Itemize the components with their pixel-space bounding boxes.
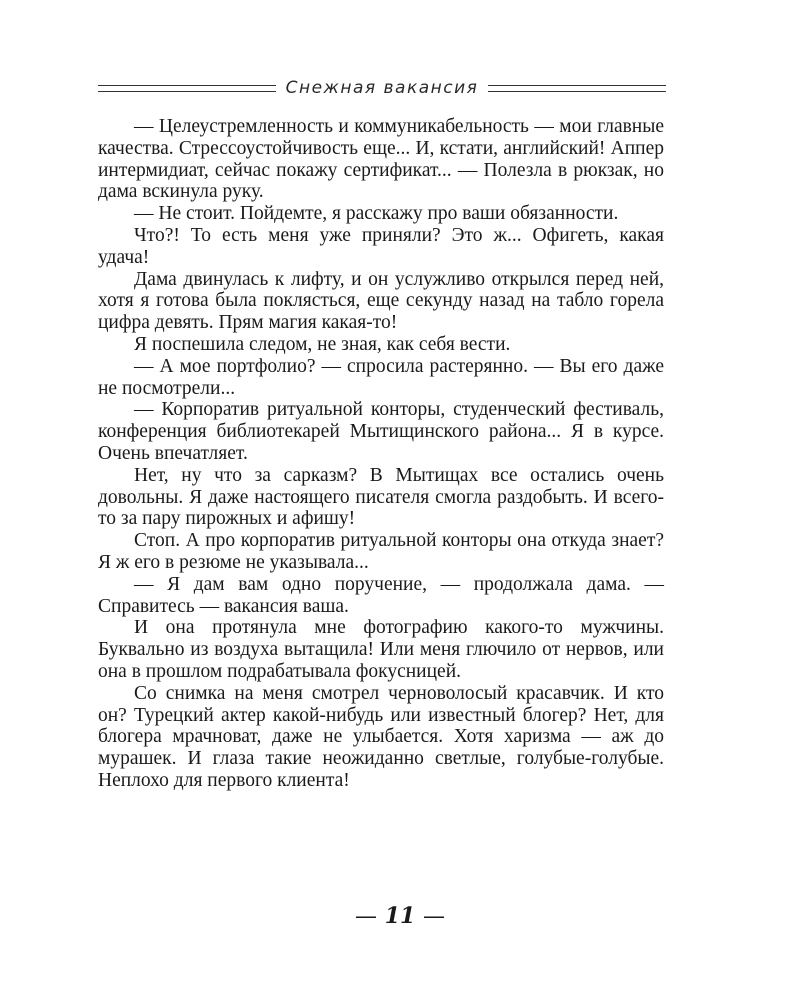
- paragraph: — Не стоит. Пойдемте, я расскажу про ваши обязанности.: [134, 203, 619, 225]
- folio-dash-right: —: [422, 904, 445, 929]
- running-header: [98, 76, 666, 100]
- paragraph: — Целеустремленность и коммуникабельность — мои главные качества. Стрессоустойчивость еще... И, кстати, английский! Аппер интермидиат, сейчас покажу сертификат... — Полезла в рюкзак, но дама вскинула руку.: [98, 116, 664, 203]
- paragraph: Что?! То есть меня уже приняли? Это ж... Офигеть, какая удача!: [98, 224, 664, 268]
- paragraph: Я поспешила следом, не зная, как себя вести.: [134, 333, 511, 355]
- paragraph: Нет, ну что за сарказм? В Мытищах все остались очень довольны. Я даже настоящего писателя смогла раздобыть. И всего-то за пару пирожных и афишу!: [98, 464, 664, 530]
- paragraph: И она протянула мне фотографию какого-то мужчины. Буквально из воздуха вытащила! Или меня глючило от нервов, или она в прошлом подрабатывала фокусницей.: [98, 617, 664, 682]
- paragraph: — А мое портфолио? — спросила растерянно. — Вы его даже не посмотрели...: [98, 355, 664, 399]
- page-number: 11: [384, 903, 416, 929]
- page-number-footer: [0, 903, 800, 929]
- paragraph: — Я дам вам одно поручение, — продолжала дама. — Справитесь — вакансия ваша.: [98, 573, 664, 617]
- paragraph: — Корпоратив ритуальной конторы, студенческий фестиваль, конференция библиотекарей Мытищинского района... Я в курсе. Очень впечатляет.: [98, 399, 664, 464]
- paragraph: Дама двинулась к лифту, и он услужливо открылся перед ней, хотя я готова была поклясться, еще секунду назад на табло горела цифра девять. Прям магия какая-то!: [98, 268, 664, 334]
- body-text: [98, 116, 664, 792]
- paragraph: Стоп. А про корпоратив ритуальной конторы она откуда знает? Я ж его в резюме не указывала...: [98, 530, 664, 573]
- paragraph: Со снимка на меня смотрел черноволосый красавчик. И кто он? Турецкий актер какой-нибудь или известный блогер? Нет, для блогера мрачноват, даже не улыбается. Хотя харизма — аж до мурашек. И глаза такие неожиданно светлые, голубые-голубые. Неплохо для первого клиента!: [98, 682, 664, 791]
- header-rule-right: [488, 85, 666, 92]
- folio-dash-left: —: [355, 904, 378, 929]
- header-rule-left: [98, 85, 276, 92]
- header-title: Снежная вакансия: [285, 78, 479, 98]
